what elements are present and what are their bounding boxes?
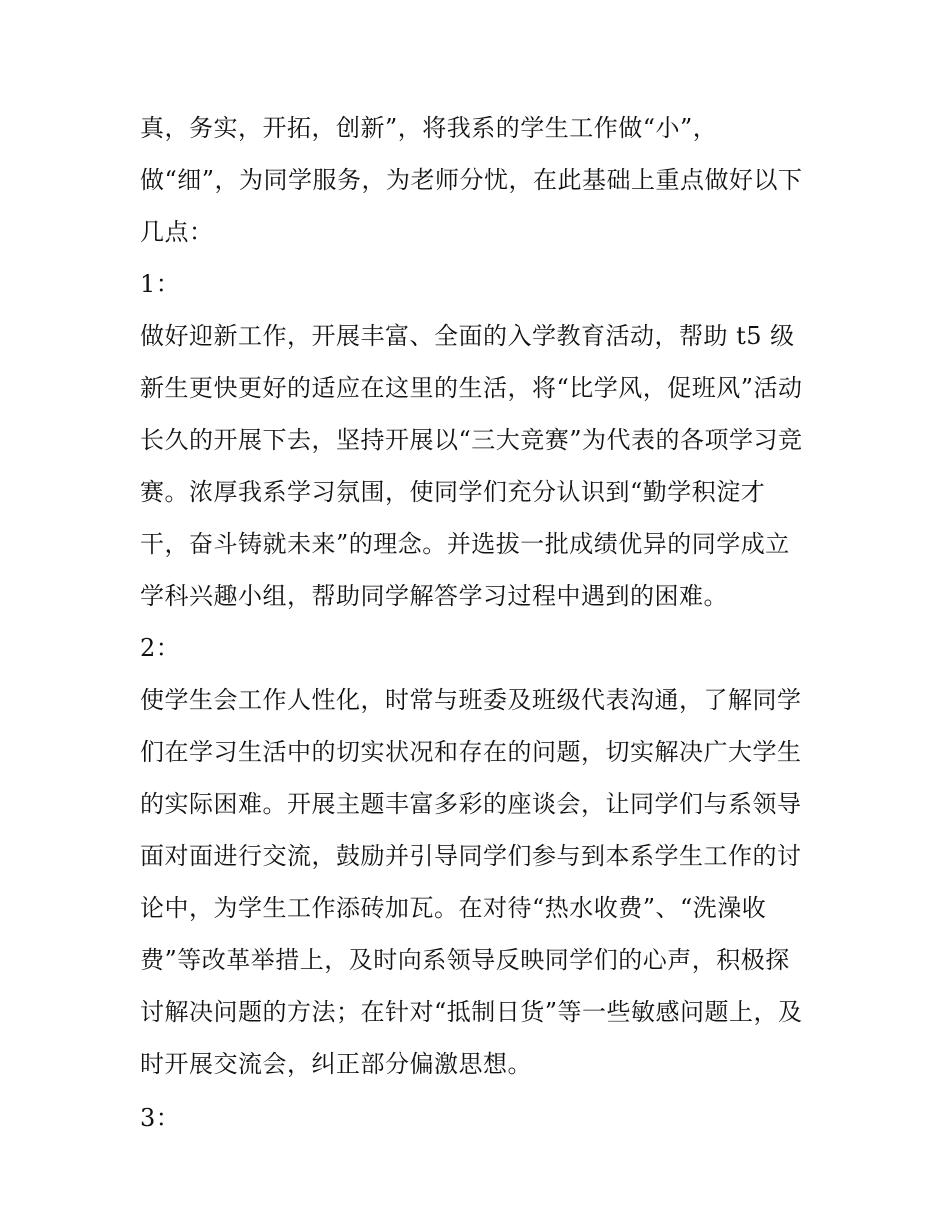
- text-line: 做“细”，为同学服务，为老师分忧，在此基础上重点做好以下: [140, 166, 803, 194]
- text-line: 几点：: [140, 218, 214, 246]
- text-line: 使学生会工作人性化，时常与班委及班级代表沟通，了解同学: [140, 686, 802, 714]
- text-line: 真，务实，开拓，创新”，将我系的学生工作做“小”，: [140, 114, 718, 142]
- section-number: 1：: [140, 270, 181, 298]
- text-line: 费”等改革举措上，及时向系领导反映同学们的心声，积极探: [140, 946, 790, 974]
- text-line: 们在学习生活中的切实状况和存在的问题，切实解决广大学生: [140, 738, 802, 766]
- text-line: 学科兴趣小组，帮助同学解答学习过程中遇到的困难。: [140, 582, 728, 610]
- text-line: 的实际困难。开展主题丰富多彩的座谈会，让同学们与系领导: [140, 790, 802, 818]
- text-line: 面对面进行交流，鼓励并引导同学们参与到本系学生工作的讨: [140, 842, 802, 870]
- text-line: 干，奋斗铸就未来”的理念。并选拔一批成绩优异的同学成立: [140, 530, 790, 558]
- text-line: 长久的开展下去，坚持开展以“三大竞赛”为代表的各项学习竞: [140, 426, 803, 454]
- text-line: 讨解决问题的方法；在针对“抵制日货”等一些敏感问题上，及: [140, 998, 803, 1026]
- text-line: 论中，为学生工作添砖加瓦。在对待“热水收费”、“洗澡收: [140, 894, 767, 922]
- section-number: 3：: [140, 1104, 181, 1132]
- text-line: 时开展交流会，纠正部分偏激思想。: [140, 1050, 532, 1078]
- text-line: 做好迎新工作，开展丰富、全面的入学教育活动，帮助 t5 级: [140, 322, 795, 350]
- section-number: 2：: [140, 634, 181, 662]
- text-line: 赛。浓厚我系学习氛围，使同学们充分认识到“勤学积淀才: [140, 478, 766, 506]
- text-line: 新生更快更好的适应在这里的生活，将“比学风，促班风”活动: [140, 374, 803, 402]
